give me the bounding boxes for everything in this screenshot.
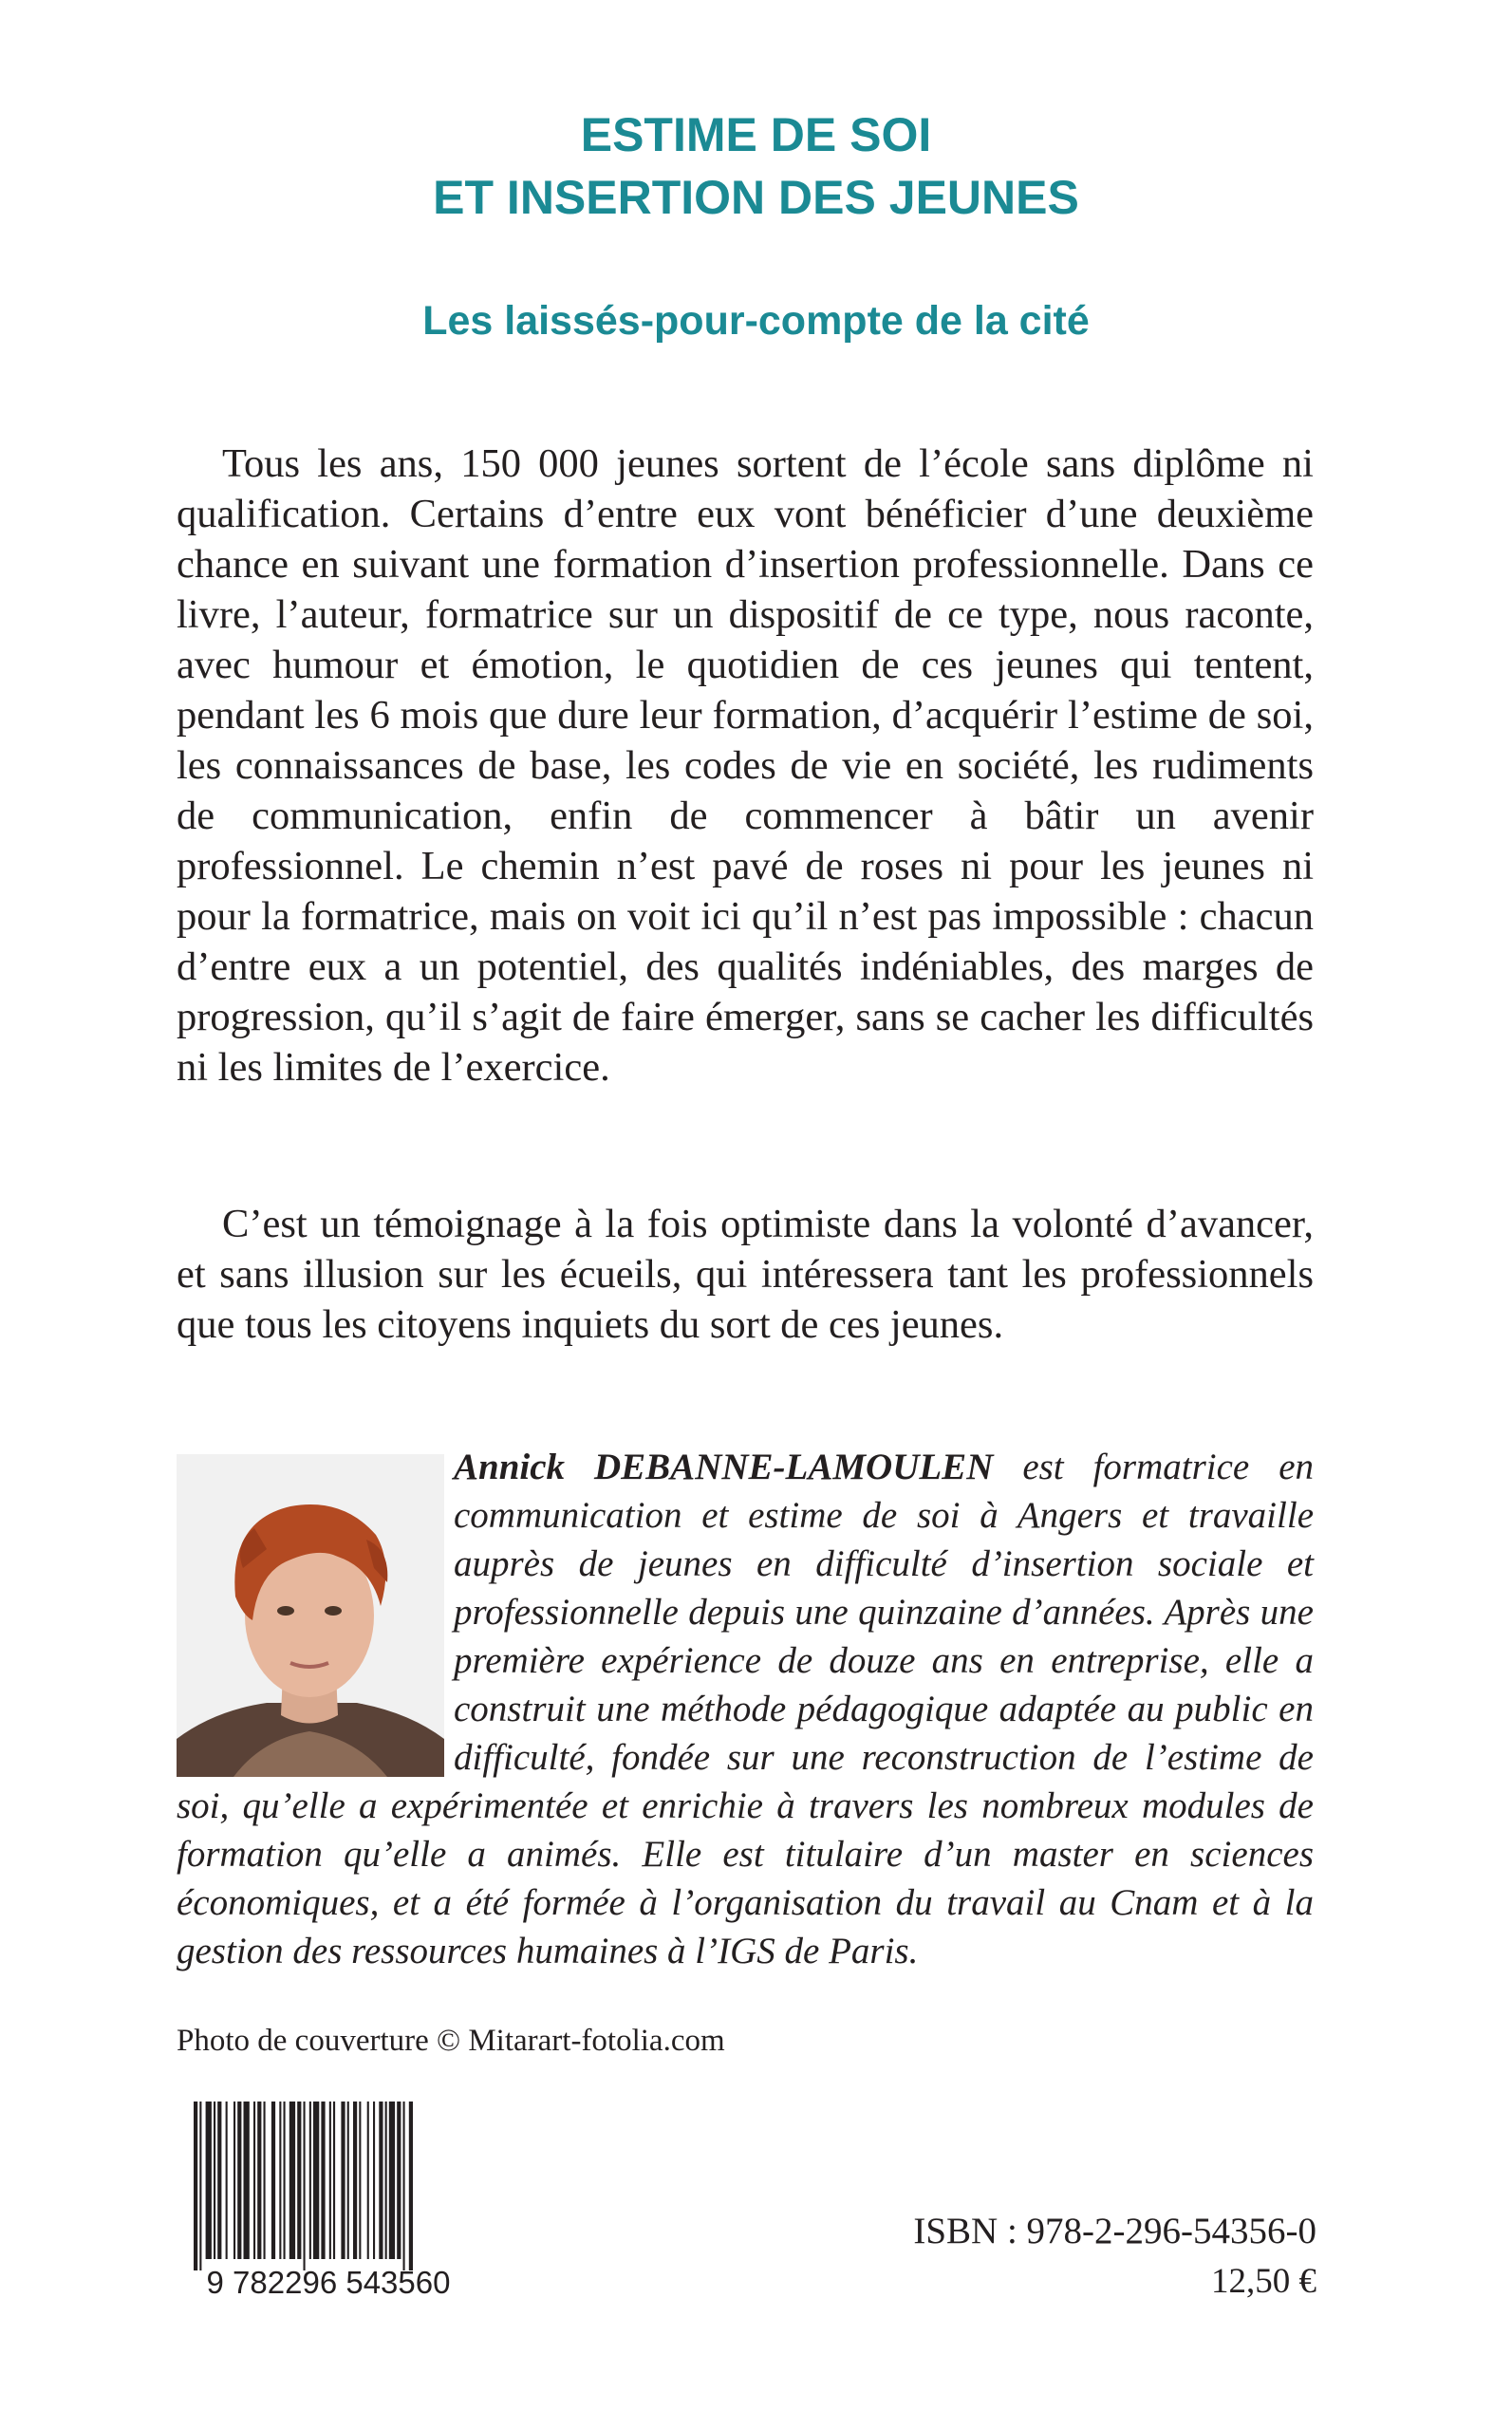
- book-title-line-1: ESTIME DE SOI: [580, 108, 932, 161]
- barcode-bar: [341, 2102, 345, 2259]
- barcode-bar: [289, 2102, 295, 2259]
- barcode-bar: [379, 2102, 383, 2259]
- barcode-bar: [206, 2102, 212, 2259]
- barcode-bar: [244, 2102, 250, 2259]
- barcode-bar: [321, 2102, 325, 2259]
- barcode-bar: [347, 2102, 349, 2259]
- barcode-bar: [373, 2102, 375, 2259]
- barcode-bar: [389, 2102, 395, 2259]
- barcode-bar: [367, 2102, 369, 2259]
- barcode-bar: [214, 2102, 215, 2259]
- barcode-bar: [353, 2102, 357, 2259]
- barcode-bar: [403, 2102, 405, 2270]
- isbn-barcode: [188, 2098, 469, 2302]
- barcode-bar: [257, 2102, 261, 2259]
- barcode-bar: [297, 2102, 301, 2259]
- book-subtitle: Les laissés-pour-compte de la cité: [422, 298, 1090, 344]
- photo-credit: Photo de couverture © Mitarart-fotolia.com: [177, 2024, 725, 2058]
- barcode-bar: [217, 2102, 221, 2259]
- barcode-bar: [385, 2102, 387, 2259]
- barcode-bar: [237, 2102, 241, 2259]
- barcode-digits: 9 782296 543560: [206, 2265, 451, 2300]
- barcode-bar: [253, 2102, 255, 2259]
- barcode-bar: [313, 2102, 319, 2259]
- barcode-bar: [271, 2102, 275, 2259]
- blurb-paragraph-1: Tous les ans, 150 000 jeunes sortent de l’école sans diplôme ni qualification. Certains d’entre eux vont bénéficier d’une deuxième chance en suivant une formation d’insertion professionnelle. Dans ce livre, l’auteur, formatrice sur un dispositif de ce type, nous raconte, avec humour et émotion, le quotidien de ces jeunes qui tentent, pendant les 6 mois que dure leur formation, d’acquérir l’estime de soi, les connaissances de base, les codes de vie en société, les rudiments de communication, enfin de commencer à bâtir un avenir professionnel. Le chemin n’est pavé de roses ni pour les jeunes ni pour la formatrice, mais on voit ici qu’il n’est pas impossible : chacun d’entre eux a un potentiel, des qualités indéniables, des marges de progression, qu’il s’agit de faire émerger, sans se cacher les difficultés ni les limites de l’exercice.: [177, 441, 1314, 1090]
- barcode-bar: [194, 2102, 197, 2270]
- barcode-bar: [397, 2102, 401, 2259]
- isbn-number: ISBN : 978-2-296-54356-0: [913, 2211, 1316, 2251]
- barcode-bar: [199, 2102, 201, 2270]
- blurb-paragraph-2: C’est un témoignage à la fois optimiste dans la volonté d’avancer, et sans illusion sur les écueils, qui intéressera tant les professionnels que tous les citoyens inquiets du sort de ces jeunes.: [177, 1202, 1314, 1347]
- book-title-line-2: ET INSERTION DES JEUNES: [433, 171, 1079, 224]
- barcode-bar: [284, 2102, 286, 2259]
- author-bio: [177, 1443, 1314, 1975]
- barcode-bar: [226, 2102, 228, 2259]
- barcode-bar: [329, 2102, 331, 2259]
- barcode-bar: [279, 2102, 281, 2259]
- barcode-bar: [409, 2102, 413, 2270]
- barcode-bar: [359, 2102, 361, 2259]
- barcode-bar: [333, 2102, 335, 2259]
- barcode-bar: [264, 2102, 266, 2259]
- author-bio-text: est formatrice en communication et estime de soi à Angers et travaille auprès de jeunes en difficulté d’insertion sociale et professionnelle depuis une quinzaine d’années. Après une première expérience de douze ans en entreprise, elle a construit une méthode pédagogique adaptée au public en difficulté, fondée sur une reconstruction de l’estime de soi, qu’elle a expérimentée et enrichie à travers les nombreux modules de formation qu’elle a animés. Elle est titulaire d’un master en sciences économiques, et a été formée à l’organisation du travail au Cnam et à la gestion des ressources humaines à l’IGS de Paris.: [177, 1447, 1315, 1971]
- book-price: 12,50 €: [1211, 2262, 1316, 2301]
- photo-spacer: [177, 1443, 454, 1780]
- author-name: Annick DEBANNE-LAMOULEN: [454, 1447, 994, 1487]
- barcode-bar: [304, 2102, 306, 2270]
- barcode-bar: [233, 2102, 235, 2259]
- barcode-bar: [309, 2102, 311, 2259]
